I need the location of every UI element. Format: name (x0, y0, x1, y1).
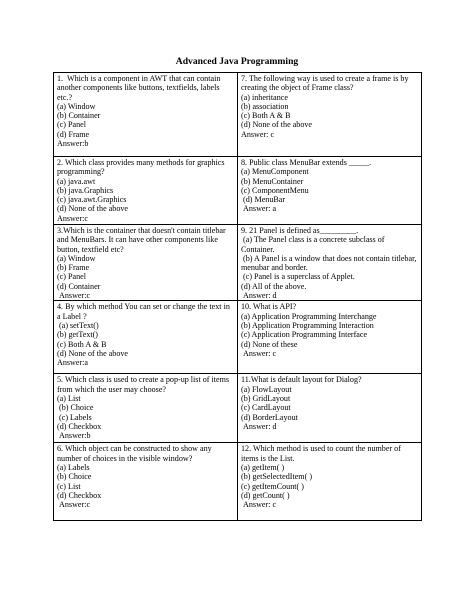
option-text: (b) java.Graphics (57, 185, 114, 195)
answer-text: Answer: a (241, 204, 277, 214)
option-text: (b) association (241, 101, 289, 111)
answer-text: Answer: c (241, 500, 277, 510)
option-text: (d) BorderLayout (241, 412, 298, 422)
option-text: (a) getItem( ) (241, 462, 285, 472)
option-text: (c) Panel (57, 120, 86, 130)
question-text: 12. Which method is used to count the number of items is the List. (241, 444, 403, 463)
option-text: (b) getSelectedItem( ) (241, 472, 313, 482)
table-row (54, 157, 422, 225)
option-text: (d) Frame (57, 129, 90, 139)
option-text: (a) Application Programming Interchange (241, 311, 377, 321)
option-text: (a) Window (57, 253, 96, 263)
option-text: (b) A Panel is a window that does not contain titlebar, menubar and border. (241, 253, 419, 273)
option-text: (b) getText() (57, 330, 99, 340)
question-cell (54, 301, 238, 374)
option-text: (a) inheritance (241, 92, 288, 102)
option-text: (d) getCount( ) (241, 490, 290, 500)
option-text: (a) Window (57, 101, 96, 111)
question-cell (238, 301, 422, 374)
question-text: 1. Which is a component in AWT that can contain another components like buttons, textfields, labels etc.? (57, 74, 223, 102)
option-text: (b) Container (57, 111, 101, 121)
question-cell (238, 157, 422, 225)
table-row (54, 225, 422, 301)
option-text: (d) All of the above. (241, 281, 307, 291)
option-text: (c) ComponentMenu (241, 185, 309, 195)
answer-text: Answer:b (57, 139, 89, 149)
option-text: (c) CardLayout (241, 403, 291, 413)
option-text: (c) getItemCount( ) (241, 481, 304, 491)
question-cell (238, 225, 422, 301)
question-text: 9. 21 Panel is defined as_________. (241, 226, 359, 235)
question-cell (54, 443, 238, 521)
option-text: (c) List (57, 481, 81, 491)
option-text: (a) List (57, 393, 81, 403)
option-text: (b) Choice (57, 403, 94, 413)
question-text: 7. The following way is used to create a frame is by creating the object of Frame class? (241, 74, 411, 93)
question-cell (238, 374, 422, 443)
table-row (54, 301, 422, 374)
option-text: (c) Application Programming Interface (241, 330, 368, 340)
question-text: 11.What is default layout for Dialog? (241, 375, 362, 385)
option-text: (b) Frame (57, 263, 90, 273)
option-text: (a) java.awt (57, 176, 96, 186)
table-row (54, 374, 422, 443)
answer-text: Answer:c (57, 291, 91, 301)
option-text: (d) None of the above (57, 204, 129, 214)
question-text: 5. Which class is used to create a pop-up list of items from which the user may choose? (57, 375, 232, 394)
table-row (54, 443, 422, 521)
option-text: (d) Checkbox (57, 490, 102, 500)
question-cell (54, 374, 238, 443)
option-text: (c) java.awt.Graphics (57, 195, 127, 205)
question-cell (54, 225, 238, 301)
option-text: (d) None of the above (57, 348, 129, 358)
option-text: (a) MenuComponent (241, 167, 309, 177)
answer-text: Answer: d (241, 291, 277, 301)
answer-text: Answer:b (57, 431, 91, 441)
question-text: 2. Which class provides many methods for graphics programming? (57, 158, 227, 177)
option-text: (d) None of the above (241, 120, 313, 130)
question-table (53, 72, 422, 521)
question-text: 8. Public class MenuBar extends _____. (241, 158, 372, 167)
option-text: (b) GridLayout (241, 393, 291, 403)
option-text: (c) Panel (57, 272, 86, 282)
answer-text: Answer: c (241, 348, 277, 358)
table-row (54, 73, 422, 157)
question-cell (238, 443, 422, 521)
answer-text: Answer:c (57, 213, 89, 223)
option-text: (c) Labels (57, 412, 92, 422)
answer-text: Answer:a (57, 358, 89, 368)
document-title: Advanced Java Programming (175, 56, 299, 67)
option-text: (b) Choice (57, 472, 92, 482)
answer-text: Answer: c (241, 129, 275, 139)
option-text: (d) None of these (241, 339, 298, 349)
option-text: (a) Labels (57, 462, 90, 472)
option-text: (a) FlowLayout (241, 384, 292, 394)
question-text: 4. By which method You can set or change the text in a Label ? (57, 302, 232, 321)
question-cell (54, 73, 238, 157)
option-text: (a) setText() (57, 320, 99, 330)
question-text: 10. What is API? (241, 302, 297, 312)
option-text: (c) Both A & B (241, 111, 291, 121)
option-text: (b) MenuContainer (241, 176, 304, 186)
option-text: (d) Checkbox (57, 421, 102, 431)
question-cell (238, 73, 422, 157)
question-text: 6. Which object can be constructed to show any number of choices in the visible window? (57, 444, 214, 463)
option-text: (b) Application Programming Interaction (241, 320, 374, 330)
option-text: (c) Both A & B (57, 339, 107, 349)
question-text: 3.Which is the container that doesn't contain titlebar and MenuBars. It can have other components like button, textfield etc? (57, 226, 228, 254)
option-text: (c) Panel is a superclass of Applet. (241, 272, 355, 282)
answer-text: Answer:c (57, 500, 91, 510)
option-text: (d) Container (57, 281, 101, 291)
option-text: (a) The Panel class is a concrete subclass of Container. (241, 235, 387, 254)
option-text: (d) MenuBar (241, 195, 286, 205)
answer-text: Answer: d (241, 421, 277, 431)
question-cell (54, 157, 238, 225)
